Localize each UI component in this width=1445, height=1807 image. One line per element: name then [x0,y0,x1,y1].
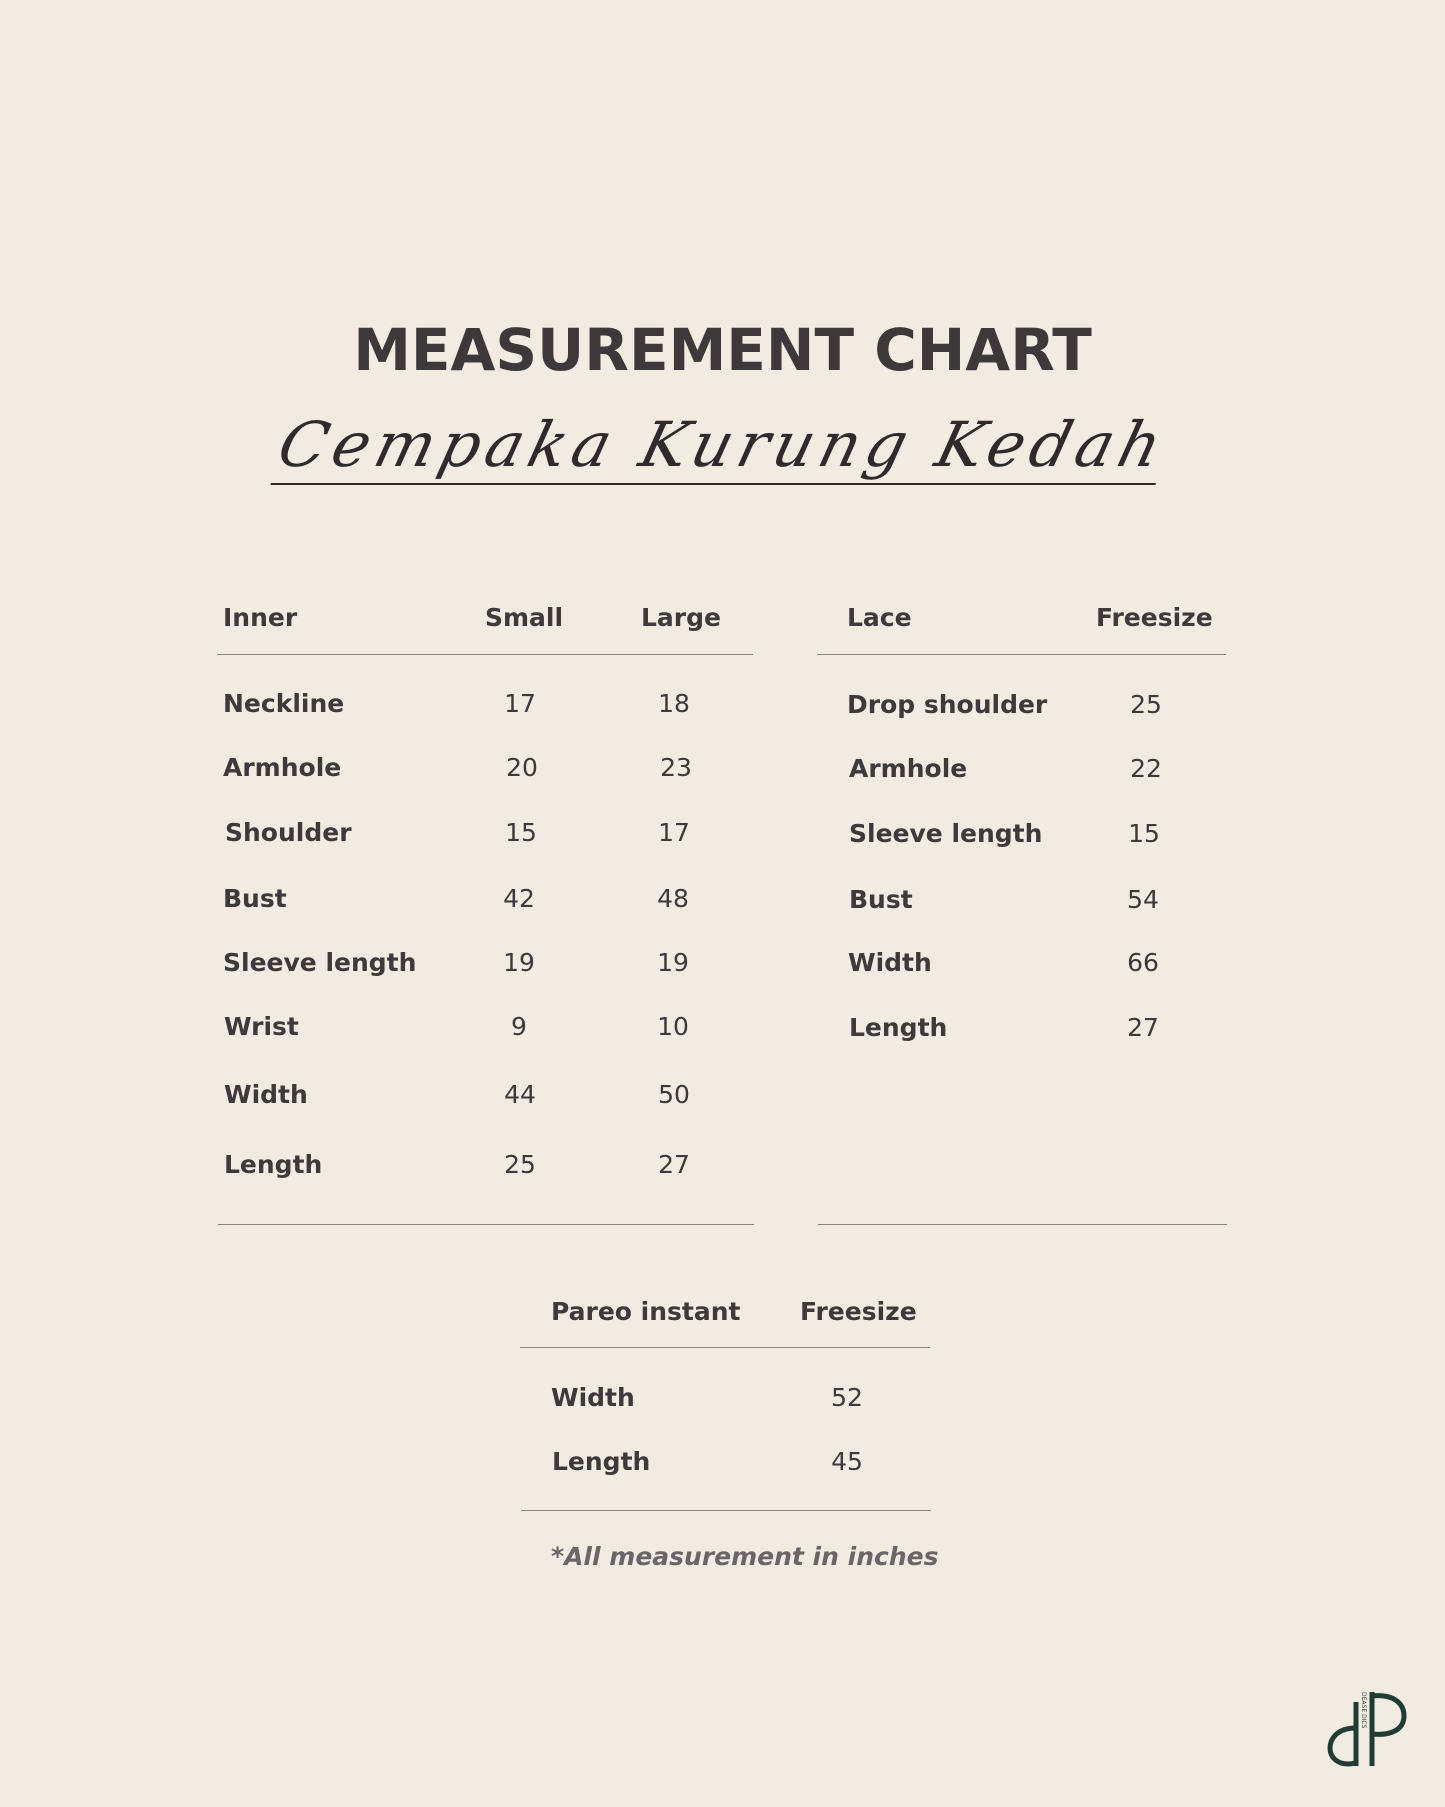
inner-row-label: Sleeve length [223,948,417,977]
inner-row-small: 9 [511,1012,527,1041]
inner-row-label: Length [224,1150,323,1179]
lace-header-label: Lace [847,603,912,632]
lace-row-label: Length [849,1013,948,1042]
inner-row-large: 17 [658,818,690,847]
inner-row-label: Wrist [224,1012,299,1041]
lace-row-freesize: 15 [1128,819,1160,848]
inner-row-large: 19 [657,948,689,977]
lace-row-freesize: 27 [1127,1013,1159,1042]
logo-vertical-text: DEASE DICS [1360,1692,1367,1729]
inner-row-large: 48 [657,884,689,913]
inner-row-label: Armhole [223,753,342,782]
pareo-header-freesize: Freesize [800,1297,917,1326]
lace-row-freesize: 66 [1127,948,1159,977]
inner-header-divider [217,654,753,655]
inner-row-large: 23 [660,753,692,782]
inner-row-label: Shoulder [225,818,352,847]
inner-row-small: 15 [505,818,537,847]
inner-row-small: 25 [504,1150,536,1179]
inner-row-large: 27 [658,1150,690,1179]
inner-row-small: 20 [506,753,538,782]
inner-row-label: Bust [223,884,287,913]
pareo-header-label: Pareo instant [551,1297,741,1326]
lace-row-label: Armhole [849,754,968,783]
inner-row-small: 42 [503,884,535,913]
page-title: MEASUREMENT CHART [353,316,1092,384]
inner-header-label: Inner [223,603,298,632]
inner-header-large: Large [641,603,721,632]
pareo-bottom-divider [521,1510,931,1511]
inner-header-small: Small [485,603,564,632]
lace-bottom-divider [818,1224,1227,1225]
inner-row-small: 17 [504,689,536,718]
pareo-row-label: Width [551,1383,635,1412]
inner-row-large: 18 [658,689,690,718]
lace-row-label: Width [848,948,932,977]
lace-header-divider [817,654,1226,655]
pareo-row-freesize: 45 [831,1447,863,1476]
product-name-script: Cempaka Kurung Kedah [0,408,1445,485]
inner-row-small: 44 [504,1080,536,1109]
pareo-row-label: Length [552,1447,651,1476]
dp-monogram-logo [1320,1688,1410,1768]
inner-row-large: 50 [658,1080,690,1109]
lace-row-label: Bust [849,885,913,914]
pareo-row-freesize: 52 [831,1383,863,1412]
inner-row-small: 19 [503,948,535,977]
lace-row-freesize: 54 [1127,885,1159,914]
inner-row-label: Neckline [223,689,345,718]
units-footnote: *All measurement in inches [551,1542,939,1571]
lace-row-freesize: 25 [1130,690,1162,719]
inner-row-large: 10 [657,1012,689,1041]
lace-row-label: Drop shoulder [847,690,1048,719]
lace-row-label: Sleeve length [849,819,1043,848]
lace-row-freesize: 22 [1130,754,1162,783]
inner-row-label: Width [224,1080,308,1109]
lace-header-freesize: Freesize [1096,603,1213,632]
inner-bottom-divider [218,1224,754,1225]
pareo-header-divider [520,1347,930,1348]
